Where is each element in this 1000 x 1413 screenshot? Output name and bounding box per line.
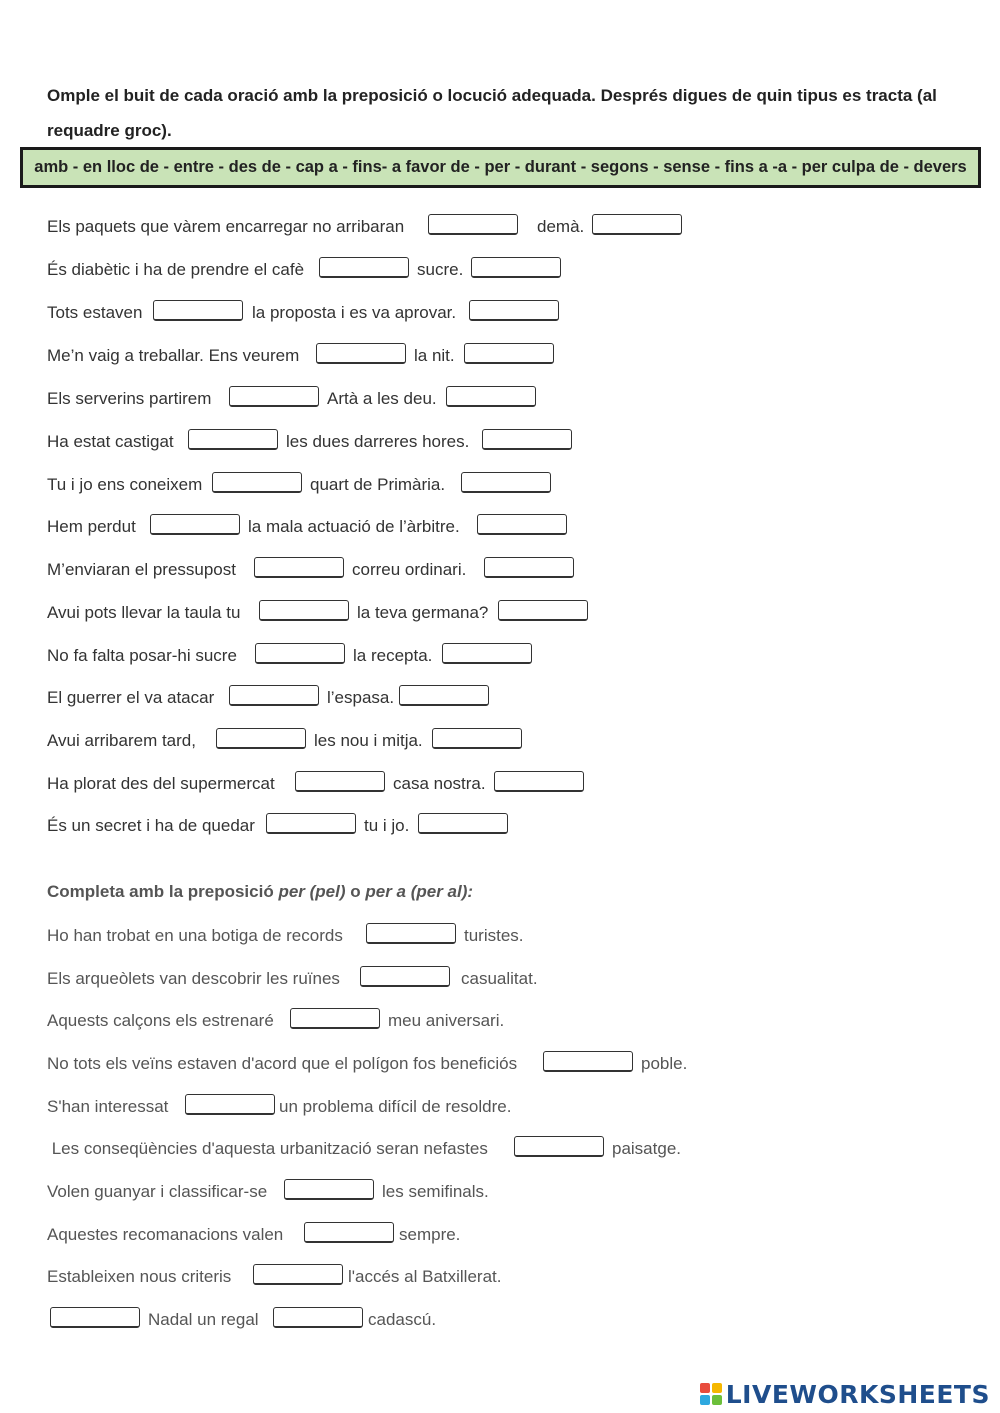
sentence-text: Els serverins partirem [47, 389, 212, 408]
sentence-text: Hem perdut [47, 517, 136, 536]
sentence-text: Me’n vaig a treballar. Ens veurem [47, 346, 300, 365]
sentence-text: No fa falta posar-hi sucre [47, 646, 237, 665]
sentence-text: Nadal un regal [148, 1310, 259, 1329]
sentence-text: Ha estat castigat [47, 432, 174, 451]
answer-box[interactable] [253, 1264, 343, 1285]
answer-box[interactable] [254, 557, 344, 578]
sentence-text: cadascú. [368, 1310, 437, 1329]
sentence-text: meu aniversari. [388, 1011, 505, 1030]
sentence-text: la proposta i es va aprovar. [252, 303, 457, 322]
section2-title: Completa amb la preposició per (pel) o per a (per al): [47, 882, 474, 901]
sentence-text: Estableixen nous criteris [47, 1267, 232, 1286]
sentence-text: l’espasa. [327, 688, 395, 707]
type-box[interactable] [477, 514, 567, 535]
sentence-text: Tu i jo ens coneixem [47, 475, 203, 494]
sentence-text: Ha plorat des del supermercat [47, 774, 275, 793]
answer-box[interactable] [290, 1008, 380, 1029]
answer-box[interactable] [304, 1222, 394, 1243]
type-box[interactable] [464, 343, 554, 364]
liveworksheets-logo [700, 1380, 990, 1408]
sentence-text: És un secret i ha de quedar [47, 816, 255, 835]
answer-box[interactable] [185, 1094, 275, 1115]
sentence-text: Els paquets que vàrem encarregar no arribaran [47, 217, 405, 236]
answer-box[interactable] [216, 728, 306, 749]
answer-box[interactable] [150, 514, 240, 535]
sentence-text: les dues darreres hores. [286, 432, 470, 451]
answer-box[interactable] [50, 1307, 140, 1328]
sentence-text: El guerrer el va atacar [47, 688, 215, 707]
type-box[interactable] [469, 300, 559, 321]
answer-box[interactable] [273, 1307, 363, 1328]
type-box[interactable] [592, 214, 682, 235]
sentence-text: l'accés al Batxillerat. [348, 1267, 502, 1286]
type-box[interactable] [484, 557, 574, 578]
sentence-text: tu i jo. [364, 816, 410, 835]
sentence-text: les semifinals. [382, 1182, 489, 1201]
sentence-text: Les conseqüències d'aquesta urbanització seran nefastes [47, 1139, 488, 1158]
sentence-text: casa nostra. [393, 774, 486, 793]
answer-box[interactable] [259, 600, 349, 621]
answer-box[interactable] [229, 685, 319, 706]
logo-text: LIVEWORKSHEETS [725, 1379, 990, 1409]
sentence-text: És diabètic i ha de prendre el cafè [47, 260, 305, 279]
type-box[interactable] [432, 728, 522, 749]
answer-box[interactable] [543, 1051, 633, 1072]
sentence-text: demà. [537, 217, 585, 236]
sentence-text: Artà a les deu. [327, 389, 437, 408]
sentence-text: No tots els veïns estaven d'acord que el polígon fos beneficiós [47, 1054, 518, 1073]
sentence-text: quart de Primària. [310, 475, 446, 494]
type-box[interactable] [482, 429, 572, 450]
sentence-text: Avui pots llevar la taula tu [47, 603, 241, 622]
sentence-text: M’enviaran el pressupost [47, 560, 236, 579]
type-box[interactable] [494, 771, 584, 792]
sentence-text: poble. [641, 1054, 688, 1073]
answer-box[interactable] [229, 386, 319, 407]
sentence-text: sempre. [399, 1225, 461, 1244]
answer-box[interactable] [255, 643, 345, 664]
word-bank: amb - en lloc de - entre - des de - cap a - fins- a favor de - per - durant - segons - sense - fins a -a - per culpa de - devers [20, 147, 981, 188]
answer-box[interactable] [366, 923, 456, 944]
sentence-text: paisatge. [612, 1139, 681, 1158]
answer-box[interactable] [295, 771, 385, 792]
sentence-text: les nou i mitja. [314, 731, 423, 750]
type-box[interactable] [446, 386, 536, 407]
sentence-text: Ho han trobat en una botiga de records [47, 926, 343, 945]
answer-box[interactable] [428, 214, 518, 235]
sentence-text: correu ordinari. [352, 560, 467, 579]
sentence-text: la nit. [414, 346, 455, 365]
sentence-text: Avui arribarem tard, [47, 731, 196, 750]
type-box[interactable] [471, 257, 561, 278]
type-box[interactable] [442, 643, 532, 664]
answer-box[interactable] [316, 343, 406, 364]
type-box[interactable] [399, 685, 489, 706]
logo-icon [700, 1383, 722, 1405]
answer-box[interactable] [188, 429, 278, 450]
sentence-text: S'han interessat [47, 1097, 169, 1116]
sentence-text: la recepta. [353, 646, 433, 665]
sentence-text: sucre. [417, 260, 464, 279]
sentence-text: Volen guanyar i classificar-se [47, 1182, 268, 1201]
answer-box[interactable] [266, 813, 356, 834]
answer-box[interactable] [319, 257, 409, 278]
sentence-text: turistes. [464, 926, 524, 945]
type-box[interactable] [498, 600, 588, 621]
answer-box[interactable] [360, 966, 450, 987]
sentence-text: casualitat. [461, 969, 538, 988]
sentence-text: Aquestes recomanacions valen [47, 1225, 284, 1244]
answer-box[interactable] [514, 1136, 604, 1157]
sentence-text: Tots estaven [47, 303, 143, 322]
sentence-text: Els arqueòlets van descobrir les ruïnes [47, 969, 340, 988]
answer-box[interactable] [212, 472, 302, 493]
sentence-text: la mala actuació de l’àrbitre. [248, 517, 460, 536]
type-box[interactable] [418, 813, 508, 834]
type-box[interactable] [461, 472, 551, 493]
sentence-text: un problema difícil de resoldre. [279, 1097, 512, 1116]
sentence-text: la teva germana? [357, 603, 489, 622]
answer-box[interactable] [153, 300, 243, 321]
sentence-text: Aquests calçons els estrenaré [47, 1011, 274, 1030]
instructions: Omple el buit de cada oració amb la preposició o locució adequada. Després digues de quin tipus es tracta (al requadre groc). [47, 86, 937, 140]
answer-box[interactable] [284, 1179, 374, 1200]
